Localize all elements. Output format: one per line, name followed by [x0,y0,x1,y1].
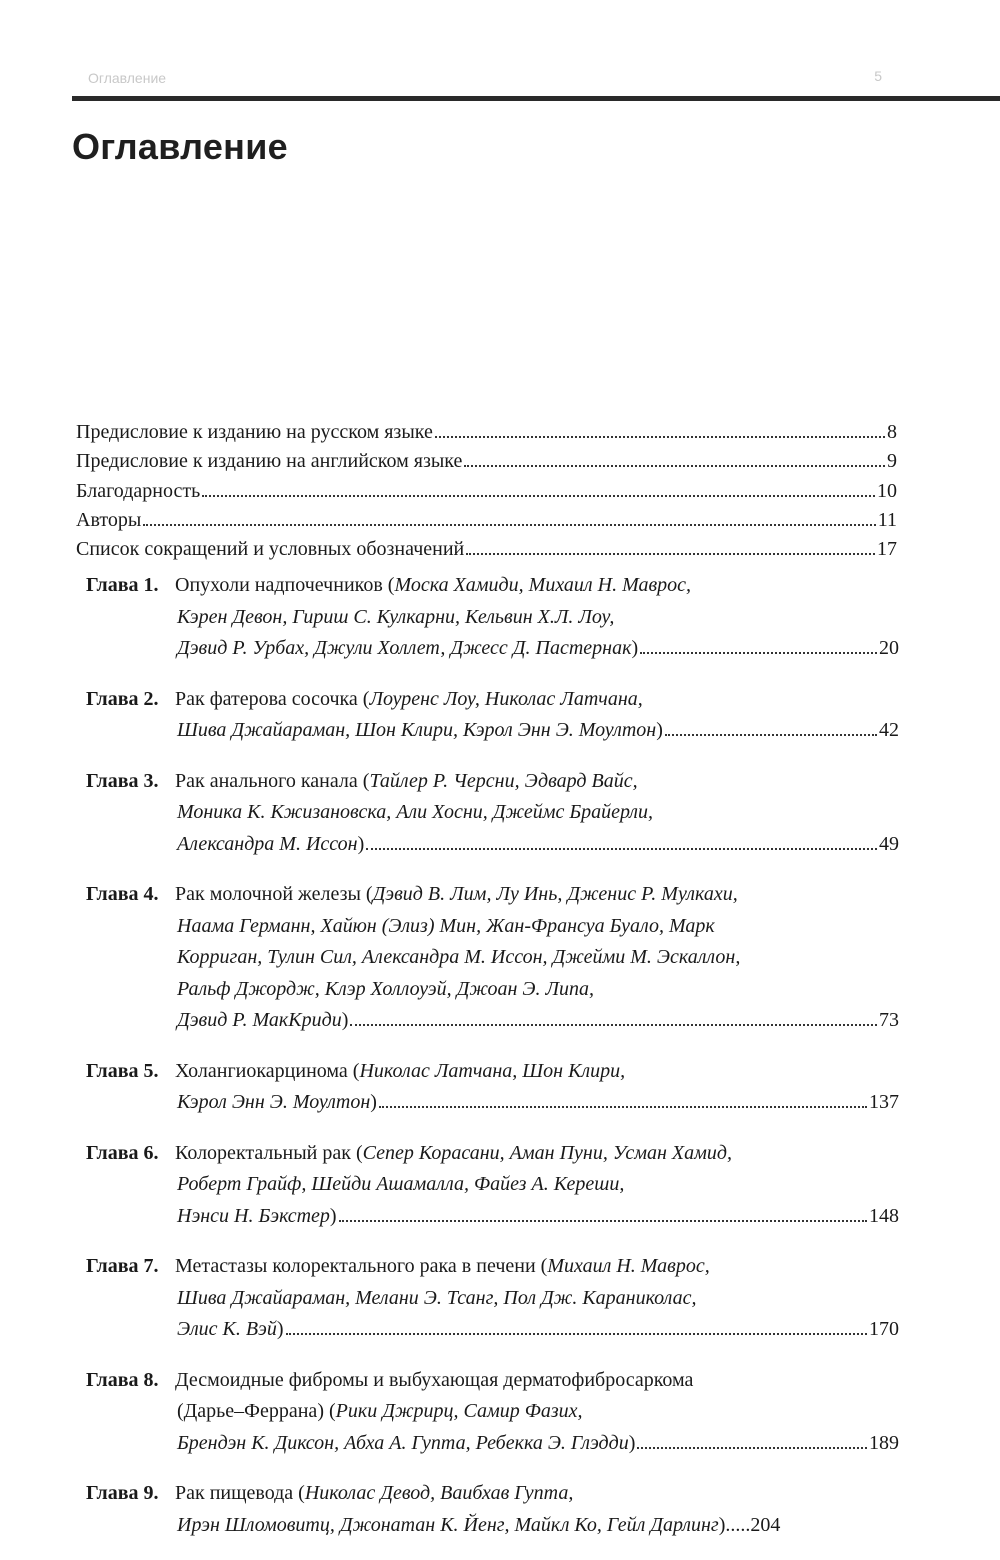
chapter-page-number: 42 [879,719,899,741]
chapter-line [175,1365,899,1397]
toc-entry-label: Авторы [76,508,142,531]
chapter-label: Глава 2. [86,687,159,710]
chapter-line [177,602,899,634]
dot-leader [640,652,877,654]
chapter-line [177,974,899,1006]
toc-entry[interactable] [76,418,897,447]
chapter-line [177,1396,899,1428]
dot-leader [637,1447,867,1449]
chapter-authors: Дэвид Р. МакКриди [177,1009,342,1031]
chapter-title: Рак анального канала ( [175,769,370,792]
dot-leader [286,1333,867,1335]
chapter-authors: Ирэн Шломовитц, Джонатан К. Йенг, Майкл Ко, Гейл Дарлинг [177,1513,719,1536]
chapter-title: Рак пищевода ( [175,1482,305,1504]
chapter-entry[interactable] [86,1365,899,1460]
closing-paren: ) [656,719,663,741]
page-title: Оглавление [72,126,288,167]
chapter-page-number: 20 [879,637,899,659]
dot-leader [665,734,877,736]
chapter-line [175,684,899,716]
chapter-line [177,715,899,747]
toc-entry[interactable] [76,535,897,564]
toc-entry[interactable] [76,477,897,506]
chapter-label: Глава 4. [86,883,159,905]
chapter-authors: Николас Латчана, Шон Клири, [359,1059,626,1082]
chapter-line [177,1087,899,1119]
chapter-page-number: 49 [879,832,899,855]
chapter-line [177,942,899,974]
chapter-entry[interactable] [86,1478,899,1541]
chapter-body [176,1251,899,1346]
dot-leader [366,848,877,850]
chapter-entry[interactable] [86,1138,899,1233]
front-matter-list [76,418,897,564]
chapter-label: Глава 1. [86,574,159,596]
header-page-number: 5 [874,68,882,84]
chapter-page-number: 137 [869,1091,899,1113]
chapter-authors: Кэрен Девон, Гириш С. Кулкарни, Кельвин Х.Л. Лоу, [177,605,615,628]
closing-paren: ) [370,1091,377,1113]
chapter-authors: Сепер Корасани, Аман Пуни, Усман Хамид, [362,1141,732,1164]
toc-page-number: 17 [877,538,897,561]
chapter-authors: Рики Джрирц, Самир Фазих, [335,1400,583,1422]
chapter-line [177,911,899,943]
chapter-title: (Дарье–Феррана) ( [177,1400,336,1422]
chapter-authors: Николас Девод, Ваибхав Гупта, [304,1482,574,1504]
dot-leader [466,553,875,555]
chapter-title: Рак молочной железы ( [175,883,373,905]
chapter-page-number: 148 [869,1204,899,1227]
toc-entry-label: Предисловие к изданию на русском языке [76,421,433,443]
chapter-page-number: 170 [869,1318,899,1340]
chapter-line [177,1201,899,1233]
header-rule [72,96,1000,101]
chapter-line [177,1005,899,1037]
toc-entry[interactable] [76,506,897,535]
chapter-line [177,1283,899,1315]
chapter-authors: Ральф Джордж, Клэр Холлоуэй, Джоан Э. Липа, [177,977,595,1000]
chapter-body [176,879,899,1037]
chapter-body [176,570,899,665]
chapter-line [175,879,899,911]
closing-paren: ) [628,1431,636,1454]
chapter-authors: Лоуренс Лоу, Николас Латчана, [369,687,643,710]
chapter-authors: Тайлер Р. Черсни, Эдвард Вайс, [369,769,638,792]
toc-page-number: 10 [877,479,897,502]
dot-leader [464,465,885,467]
chapter-authors: Шива Джайараман, Шон Клири, Кэрол Энн Э. Моултон [177,719,657,741]
dot-leader [379,1106,867,1108]
toc-entry[interactable] [76,447,897,476]
chapter-authors: Александра М. Иссон [177,832,358,855]
chapter-line [177,1510,899,1542]
chapter-entry[interactable] [86,766,899,861]
dot-leader [143,524,875,526]
chapter-body [176,684,899,747]
chapter-line [177,633,899,665]
chapter-body [176,1478,899,1541]
chapter-entry[interactable] [86,570,899,665]
chapter-authors: Роберт Грайф, Шейди Ашамалла, Файез А. Кереши, [177,1173,625,1195]
closing-paren: ) [631,637,639,659]
chapter-line [175,1056,899,1088]
chapter-label: Глава 3. [86,769,159,792]
chapter-body [176,766,899,861]
chapter-authors: Кэрол Энн Э. Моултон [177,1091,371,1113]
chapter-authors: Дэвид В. Лим, Лу Инь, Дженис Р. Мулкахи, [372,883,738,905]
chapter-authors: Моска Хамиди, Михаил Н. Маврос, [394,574,692,596]
chapter-authors: Дэвид Р. Урбах, Джули Холлет, Джесс Д. Пастернак [177,637,632,659]
chapter-line [175,1138,899,1170]
running-head: Оглавление [88,70,167,86]
closing-paren: ) [341,1009,349,1031]
chapter-list [86,570,899,1560]
chapter-line [175,1251,899,1283]
chapter-line [175,766,899,798]
dot-leader [202,495,875,497]
chapter-body [176,1056,899,1119]
dot-leader [339,1220,867,1222]
closing-paren: ) [329,1204,337,1227]
chapter-page-number: 189 [869,1431,899,1454]
chapter-label: Глава 6. [86,1141,159,1164]
chapter-authors: Элис К. Вэй [177,1318,277,1340]
chapter-page-number: 204 [750,1513,781,1536]
chapter-line [175,570,899,602]
chapter-title: Метастазы колоректального рака в печени ( [175,1255,548,1277]
chapter-authors: Нэнси Н. Бэкстер [177,1204,330,1227]
chapter-label: Глава 8. [86,1368,159,1391]
chapter-title: Холангиокарцинома ( [175,1059,360,1082]
chapter-line [175,1478,899,1510]
toc-entry-label: Благодарность [76,479,201,502]
chapter-entry[interactable] [86,1251,899,1346]
closing-paren: ) [276,1318,284,1340]
toc-entry-label: Список сокращений и условных обозначений [76,538,465,561]
chapter-line [177,1314,899,1346]
chapter-authors: Моника К. Кжизановска, Али Хосни, Джеймс Брайерли, [177,801,653,823]
chapter-authors: Корриган, Тулин Сил, Александра М. Иссон, Джейми М. Эскаллон, [177,946,741,968]
chapter-title: Десмоидные фибромы и выбухающая дерматофибросаркома [175,1368,694,1391]
chapter-entry[interactable] [86,1056,899,1119]
chapter-title: Опухоли надпочечников ( [175,574,395,596]
toc-page-number: 8 [887,421,897,443]
chapter-body [176,1365,899,1460]
chapter-line [177,1169,899,1201]
chapter-entry[interactable] [86,684,899,747]
toc-page-number: 11 [877,508,897,531]
chapter-label: Глава 9. [86,1482,159,1504]
chapter-line [177,797,899,829]
toc-page-number: 9 [887,450,897,473]
chapter-authors: Шива Джайараман, Мелани Э. Тсанг, Пол Дж. Караниколас, [177,1286,697,1309]
chapter-line [177,829,899,861]
chapter-line [177,1428,899,1460]
chapter-body [176,1138,899,1233]
chapter-entry[interactable] [86,879,899,1037]
chapter-page-number: 73 [879,1009,899,1031]
closing-paren: )..... [718,1513,751,1536]
dot-leader [350,1024,877,1026]
dot-leader [435,436,885,438]
closing-paren: ) [357,832,365,855]
chapter-title: Колоректальный рак ( [175,1141,363,1164]
chapter-authors: Брендэн К. Диксон, Абха А. Гупта, Ребекка Э. Глэдди [177,1431,629,1454]
chapter-label: Глава 5. [86,1059,159,1082]
chapter-authors: Михаил Н. Маврос, [547,1255,710,1277]
chapter-label: Глава 7. [86,1255,159,1277]
chapter-authors: Наама Германн, Хайюн (Элиз) Мин, Жан-Франсуа Буало, Марк [177,914,715,937]
toc-entry-label: Предисловие к изданию на английском языке [76,450,463,473]
chapter-title: Рак фатерова сосочка ( [175,687,370,710]
